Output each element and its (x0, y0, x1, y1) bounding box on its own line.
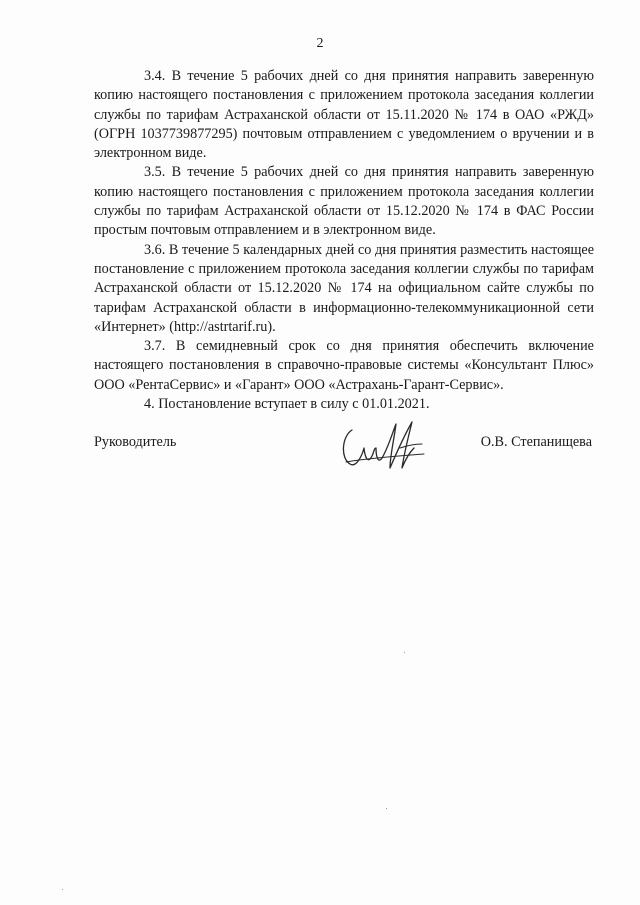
document-body (94, 67, 594, 414)
scan-speck (62, 889, 63, 890)
paragraph-3-6: 3.6. В течение 5 календарных дней со дня принятия разместить настоящее постановление с приложением протокола заседания коллегии службы по тарифам Астраханской области от 15.12.2020 № 174 на официальном сайте службы по тарифам Астраханской области в информационно-телекоммуникационной сети «Интернет» (http://astrtarif.ru). (94, 241, 594, 335)
signatory-name: О.В. Степанищева (480, 434, 592, 450)
scan-speck (404, 652, 405, 653)
scan-speck (386, 808, 387, 809)
paragraph-3-4: 3.4. В течение 5 рабочих дней со дня принятия направить заверенную копию настоящего постановления с приложением протокола заседания коллегии службы по тарифам Астраханской области от 15.11.2020 № 174 в ОАО «РЖД» (ОГРН 1037739877295) почтовым отправлением с уведомлением о вручении и в электронном виде. (94, 68, 594, 162)
handwritten-signature (338, 418, 428, 474)
page-number: 2 (316, 36, 324, 51)
paragraph-3-5: 3.5. В течение 5 рабочих дней со дня принятия направить заверенную копию настоящего постановления с приложением протокола заседания коллегии службы по тарифам Астраханской области от 15.12.2020 № 174 в ФАС России простым почтовым отправлением и в электронном виде. (94, 164, 594, 239)
paragraph-3-7: 3.7. В семидневный срок со дня принятия обеспечить включение настоящего постановления в справочно-правовые системы «Консультант Плюс» ООО «РентаСервис» и «Гарант» ООО «Астрахань-Гарант-Сервис». (94, 338, 594, 393)
paragraph-4: 4. Постановление вступает в силу с 01.01.2021. (144, 396, 430, 413)
signature-block (94, 418, 594, 478)
signatory-title: Руководитель (94, 434, 177, 450)
